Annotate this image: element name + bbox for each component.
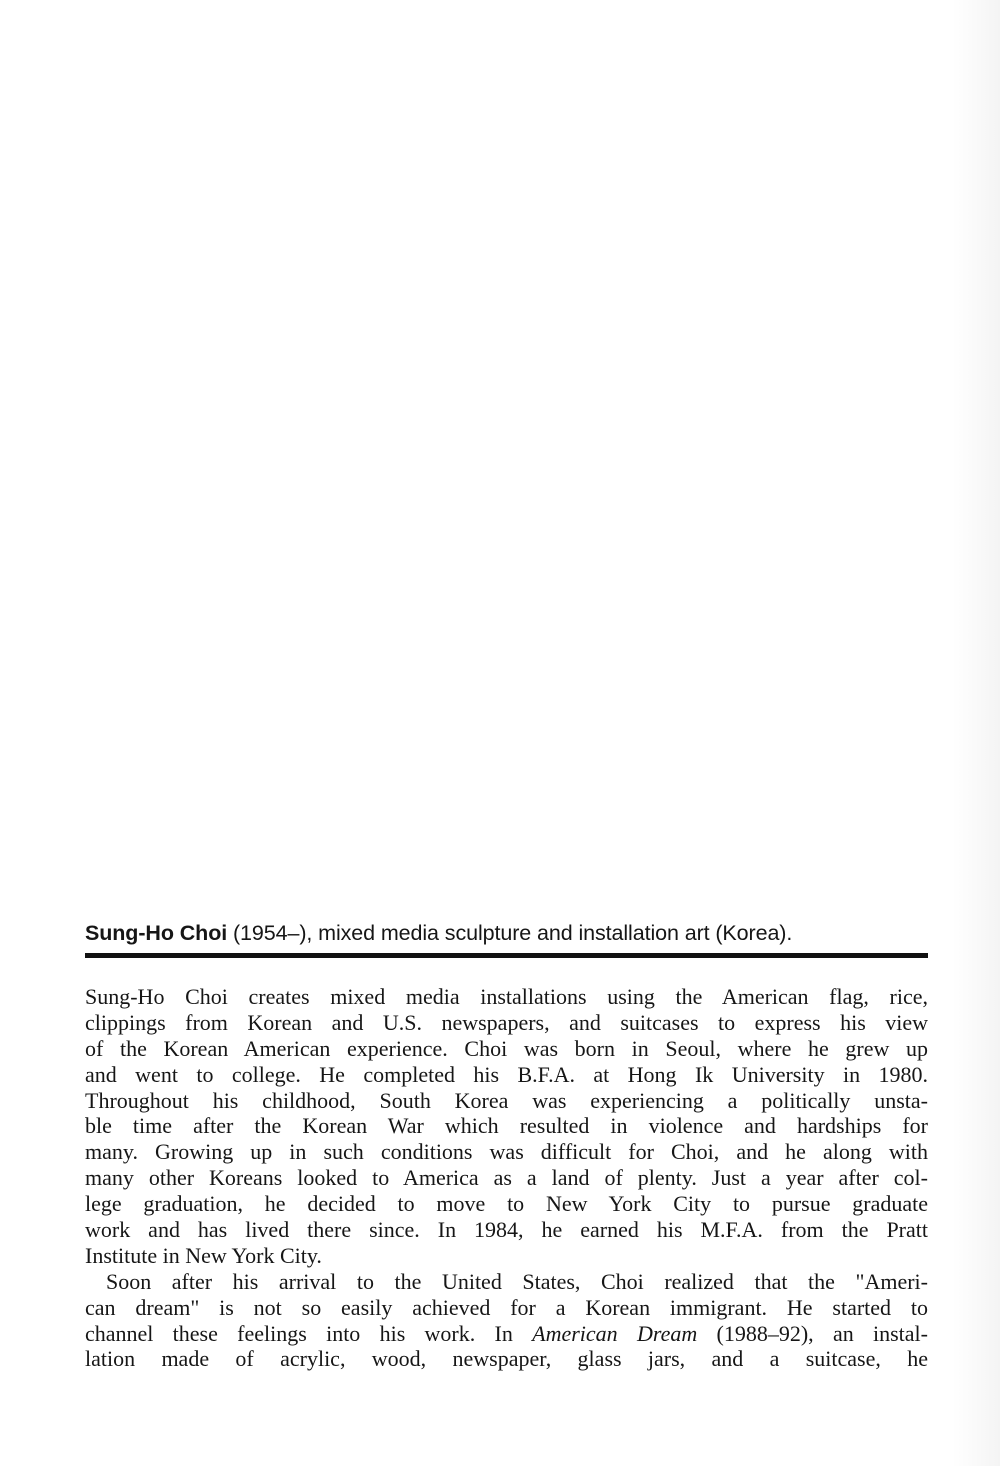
paragraph-1 xyxy=(85,984,928,1269)
artist-name: Sung-Ho Choi xyxy=(85,921,228,945)
heading-rule xyxy=(85,953,928,958)
artwork-title: American Dream xyxy=(532,1320,698,1346)
scan-edge-shadow xyxy=(952,0,1000,1466)
biography-text xyxy=(85,984,928,1372)
text-line: work and has lived there since. In 1984, he earned his M.F.A. from the Pratt xyxy=(85,1217,928,1243)
text-line: lege graduation, he decided to move to New York City to pursue graduate xyxy=(85,1191,928,1217)
text-segment: (1988–92), an instal- xyxy=(697,1320,928,1346)
text-line: of the Korean American experience. Choi was born in Seoul, where he grew up xyxy=(85,1035,928,1061)
text-line: many other Koreans looked to America as a land of plenty. Just a year after col- xyxy=(85,1165,928,1191)
text-line: Soon after his arrival to the United States, Choi realized that the "Ameri- xyxy=(106,1268,928,1294)
text-line: can dream" is not so easily achieved for a Korean immigrant. He started to xyxy=(85,1294,928,1320)
text-segment: channel these feelings into his work. In xyxy=(85,1320,533,1346)
artist-details: (1954–), mixed media sculpture and installation art (Korea). xyxy=(227,921,793,945)
text-line: many. Growing up in such conditions was difficult for Choi, and he along with xyxy=(85,1139,928,1165)
text-line-with-title xyxy=(85,1321,928,1347)
text-line: Throughout his childhood, South Korea was experiencing a politically unsta- xyxy=(85,1087,928,1113)
text-line: Institute in New York City. xyxy=(85,1242,322,1268)
text-line: clippings from Korean and U.S. newspapers, and suitcases to express his view xyxy=(85,1009,928,1035)
text-line: ble time after the Korean War which resulted in violence and hardships for xyxy=(85,1113,928,1139)
artist-heading xyxy=(85,918,928,948)
text-line: lation made of acrylic, wood, newspaper, glass jars, and a suitcase, he xyxy=(85,1346,928,1372)
text-line: and went to college. He completed his B.F.A. at Hong Ik University in 1980. xyxy=(85,1061,928,1087)
text-line: Sung-Ho Choi creates mixed media installations using the American flag, rice, xyxy=(85,984,928,1009)
paragraph-2 xyxy=(85,1269,928,1373)
